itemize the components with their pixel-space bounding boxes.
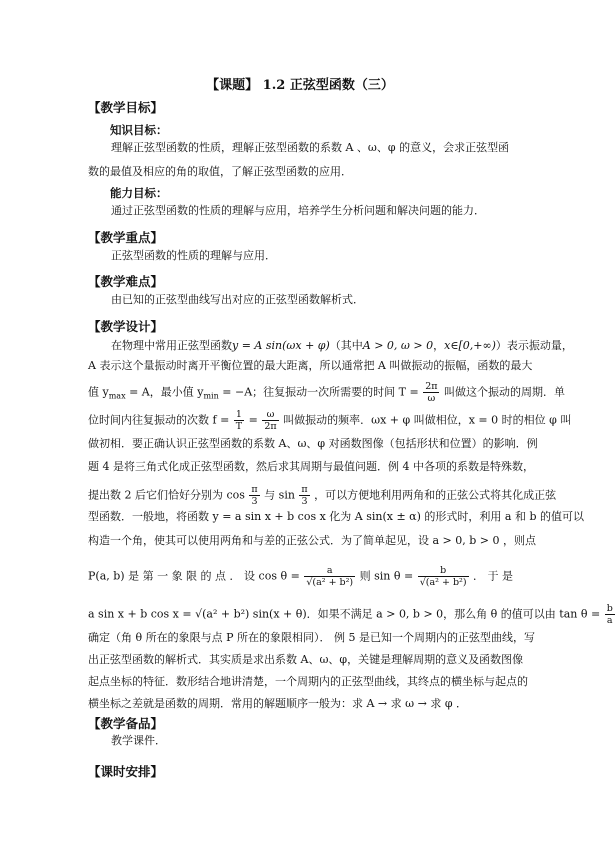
section-materials: 【教学备品】	[88, 716, 164, 731]
fraction-cos-theta: $\frac{a}{\text{√(a² + b²)}}$	[306, 565, 354, 588]
design-line-4: 位时间内往复振动的次数 f = $\frac{1}{T}$ = $\frac{\omega}{2\pi}$ 叫做振动的频率．ωx + φ 叫做相位，x = 0 时的相位 φ 叫	[88, 409, 572, 432]
fraction-period: $\frac{2\pi}{\omega}$	[425, 381, 438, 404]
design-line-5: 做初相．要正确认识正弦型函数的系数 A、ω、φ 对函数图像（包括形状和位置）的影响．例	[88, 437, 538, 450]
design-line-14: 起点坐标的特征．数形结合地讲清楚，一个周期内的正弦型曲线，其终点的横坐标与起点的	[88, 675, 528, 688]
subhead-ability-goals: 能力目标：	[110, 186, 168, 200]
key-points-text: 正弦型函数的性质的理解与应用．	[111, 249, 276, 262]
materials-text: 教学课件．	[111, 734, 166, 747]
design-line-6: 题 4 是将三角式化成正弦型函数，然后求其周期与最值问题．例 4 中各项的系数是特殊数，	[88, 460, 534, 473]
section-teaching-design: 【教学设计】	[88, 319, 164, 334]
subhead-knowledge-goals: 知识目标：	[110, 123, 168, 137]
fraction-omega-over-2pi: $\frac{\omega}{2\pi}$	[264, 409, 277, 432]
difficulties-text: 由已知的正弦型曲线写出对应的正弦型函数解析式．	[111, 293, 364, 306]
design-line-12: 确定（角 θ 所在的象限与点 P 所在的象限相同）． 例 5 是已知一个周期内的正弦型曲线，写	[88, 631, 535, 644]
section-difficulties: 【教学难点】	[88, 274, 164, 289]
fraction-pi-over-3-cos: $\frac{\pi}{3}$	[251, 484, 258, 507]
design-line-3: 值 $y_{max} = A$，最小值 $y_{min} = -A$；往复振动一次所需要的时间 T = $\frac{2\pi}{\omega}$ 叫做这个振动的周期．单	[88, 381, 565, 404]
design-line-13: 出正弦型函数的解析式．其实质是求出系数 A、ω、φ，关键是理解周期的意义及函数图像	[88, 653, 524, 666]
section-teaching-goals: 【教学目标】	[88, 100, 164, 115]
section-schedule: 【课时安排】	[88, 764, 164, 779]
design-line-1: 在物理中常用正弦型函数y = A sin(ωx + φ)（其中A > 0, ω > 0，x∈[0,+∞)）表示振动量，	[111, 339, 573, 352]
design-line-15: 横坐标之差就是函数的周期．常用的解题顺序一般为：求 A → 求 ω → 求 φ ．	[88, 697, 468, 710]
fraction-b-over-a: $\frac{b}{a}$	[606, 603, 613, 626]
design-line-10: P(a, b) 是 第 一 象 限 的 点 ． 设 cos θ = $\frac{a}{\text{√(a² + b²)}}$ 则 sin θ = $\frac{b}{\text{√(a² + b²)}}$ ． 于 是	[88, 565, 514, 588]
design-line-8: 型函数．一般地，将函数 y = a sin x + b cos x 化为 A sin(x ± α) 的形式时，利用 a 和 b 的值可以	[88, 510, 584, 523]
design-line-11: a sin x + b cos x = √(a² + b²) sin(x + θ)．如果不满足 a > 0, b > 0，那么角 θ 的值可以由 tan θ = $\frac{b}{a}$	[88, 603, 613, 626]
page-title: 【课题】 1.2 正弦型函数（三）	[206, 78, 394, 93]
ability-goals-text: 通过正弦型函数的性质的理解与应用，培养学生分析问题和解决问题的能力．	[111, 204, 485, 217]
fraction-sin-theta: $\frac{b}{\text{√(a² + b²)}}$	[419, 565, 467, 588]
fraction-pi-over-3-sin: $\frac{\pi}{3}$	[301, 484, 308, 507]
design-line-7: 提出数 2 后它们恰好分别为 cos $\frac{\pi}{3}$ 与 sin $\frac{\pi}{3}$ ，可以方便地利用两角和的正弦公式将其化成正弦	[88, 484, 557, 507]
fraction-one-over-t: $\frac{1}{T}$	[235, 409, 243, 432]
design-line-2: A 表示这个量振动时离开平衡位置的最大距离，所以通常把 A 叫做振动的振幅，函数的最大	[88, 359, 533, 372]
knowledge-goals-text: 理解正弦型函数的性质，理解正弦型函数的系数 A 、ω、φ 的意义，会求正弦型函数的最值及相应的角的取值，了解正弦型函数的应用．	[88, 141, 510, 178]
section-key-points: 【教学重点】	[88, 230, 164, 245]
design-line-9: 构造一个角，使其可以使用两角和与差的正弦公式．为了简单起见，设 a > 0, b > 0 ，则点	[88, 534, 537, 547]
